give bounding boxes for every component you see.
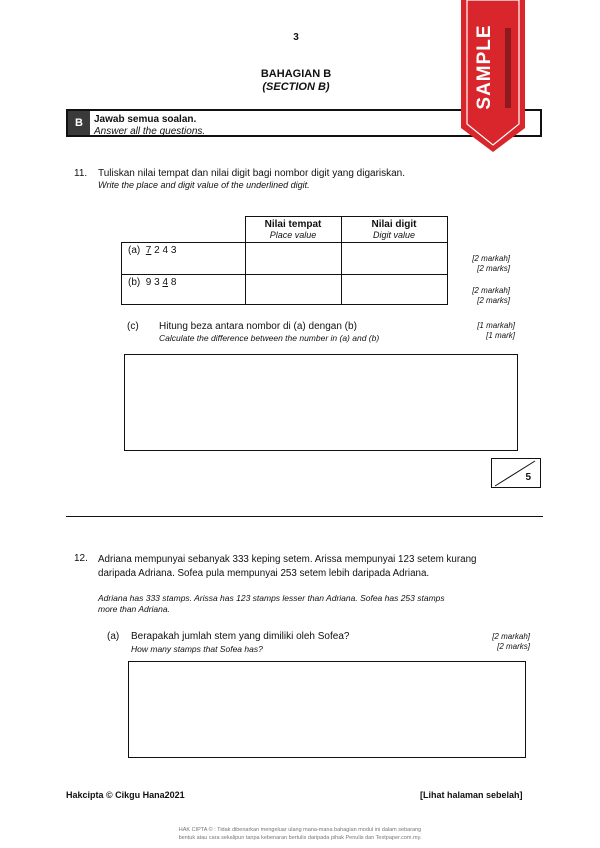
- q12a-answer-box[interactable]: [128, 661, 526, 758]
- instruction-text: [94, 114, 205, 138]
- q12a-marks: [2 markah] [2 marks]: [492, 632, 530, 651]
- section-title-en: (SECTION B): [262, 81, 330, 93]
- q12a-label: (a): [107, 631, 120, 642]
- q11b-marks: [2 markah] [2 marks]: [472, 286, 510, 305]
- q12-text-ms: Adriana mempunyai sebanyak 333 keping setem. Arissa mempunyai 123 setem kurang daripada Adriana. Sofea pula mempunyai 253 setem lebih daripada Adriana.: [98, 554, 477, 579]
- footer-next-page: [Lihat halaman sebelah]: [420, 790, 523, 800]
- q11-marks-total-box: [491, 458, 541, 488]
- table-row: [122, 243, 448, 275]
- page-number: 3: [293, 32, 299, 43]
- instruction-ms: Jawab semua soalan.: [94, 114, 197, 125]
- q11-row-a-digit-answer[interactable]: [341, 243, 447, 275]
- q11a-marks: [2 markah] [2 marks]: [472, 254, 510, 273]
- section-title-ms: BAHAGIAN B: [260, 68, 332, 80]
- underlined-digit: 4: [162, 277, 169, 288]
- q11c-text-en: Calculate the difference between the number in (a) and (b): [159, 333, 380, 343]
- question-divider: [66, 516, 543, 517]
- q12a-text-en: How many stamps that Sofea has?: [131, 644, 263, 654]
- marks-diagonal-icon: [491, 458, 541, 488]
- section-letter-badge: B: [68, 111, 90, 135]
- sample-stamp: [458, 0, 528, 152]
- q11c-answer-box[interactable]: [124, 354, 518, 451]
- q11-table: [121, 216, 448, 305]
- q11-row-a-number: (a) 7 2 4 3: [122, 243, 246, 275]
- q12a-text-ms: Berapakah jumlah stem yang dimiliki oleh Sofea?: [131, 631, 350, 642]
- q11-col-place-value: Nilai tempat Place value: [245, 217, 341, 243]
- q12-number: 12.: [74, 553, 88, 564]
- q11c-marks: [1 markah] [1 mark]: [477, 321, 515, 340]
- q11-number: 11.: [74, 168, 88, 179]
- q11-total-marks: 5: [525, 472, 531, 483]
- q11-row-b-place-answer[interactable]: [245, 275, 341, 305]
- q11-row-b-number: (b) 9 3 4 8: [122, 275, 246, 305]
- sample-stamp-text: SAMPLE: [474, 24, 495, 110]
- q11-col-digit-value: Nilai digit Digit value: [341, 217, 447, 243]
- q11-row-b-digit-answer[interactable]: [341, 275, 447, 305]
- footer-copyright: Hakcipta © Cikgu Hana2021: [66, 790, 185, 800]
- table-row: [122, 275, 448, 305]
- section-title: [200, 68, 392, 94]
- instruction-en: Answer all the questions.: [94, 126, 206, 137]
- q11-text-en: Write the place and digit value of the underlined digit.: [98, 180, 310, 190]
- q11c-text-ms: Hitung beza antara nombor di (a) dengan (b): [159, 321, 357, 332]
- underlined-digit: 7: [145, 245, 152, 256]
- q11-row-a-place-answer[interactable]: [245, 243, 341, 275]
- q11-text-ms: Tuliskan nilai tempat dan nilai digit bagi nombor digit yang digariskan.: [98, 168, 406, 179]
- q11-table-corner: [122, 217, 246, 243]
- q11c-label: (c): [127, 321, 139, 332]
- q12-text-en: Adriana has 333 stamps. Arissa has 123 stamps lesser than Adriana. Sofea has 253 stamps more than Adriana.: [98, 593, 445, 614]
- footer-fine-print: HAK CIPTA © : Tidak dibenarkan mengeluar ulang mana-mana bahagian modul ini dalam sebarang bentuk atau cara sekalipun tanpa kebenaran bertulis daripada pihak Penulis dan Textpaper.com.my.: [178, 827, 422, 841]
